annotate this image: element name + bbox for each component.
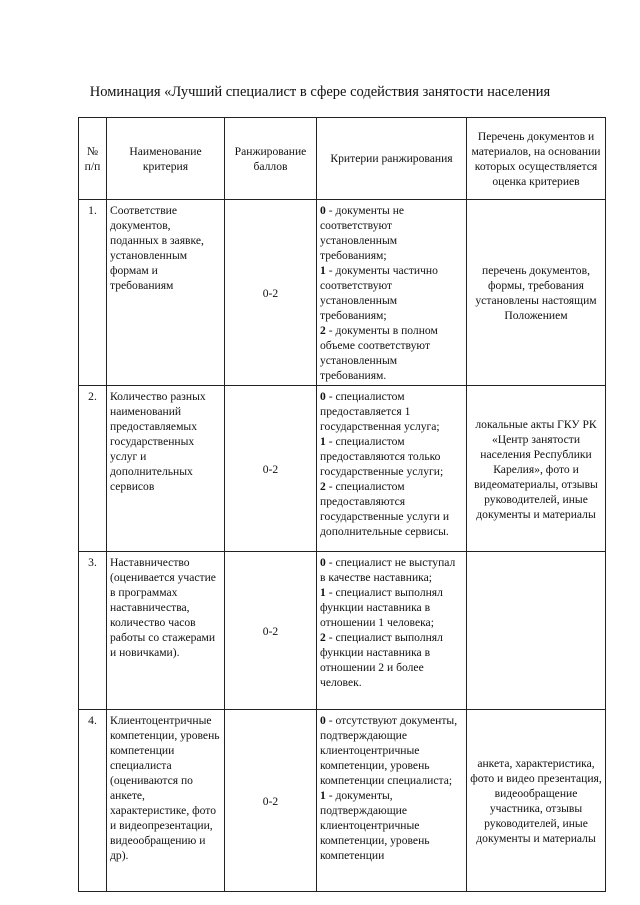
ranking-criteria — [317, 710, 467, 892]
level-number: 0 — [320, 390, 326, 403]
nomination-title: Номинация «Лучший специалист в сфере содействия занятости населения — [89, 84, 551, 100]
table-row — [79, 552, 606, 710]
level-text: - специалист выполнял функции наставника в отношении 2 и более человек. — [320, 631, 443, 689]
level-number: 1 — [320, 264, 326, 277]
level-number: 0 — [320, 556, 326, 569]
criterion-level — [320, 713, 463, 788]
criterion-name: Клиентоцентричные компетенции, уровень компетенции специалиста (оцениваются по анкете, характеристике, фото и видеопрезентации, видеообращению и др). — [107, 710, 225, 892]
header-score: Ранжирование баллов — [225, 118, 317, 200]
level-number: 1 — [320, 789, 326, 802]
table-row — [79, 200, 606, 386]
table-header-row — [79, 118, 606, 200]
level-number: 2 — [320, 631, 326, 644]
level-number: 2 — [320, 480, 326, 493]
criterion-level — [320, 479, 463, 539]
row-num: 3. — [79, 552, 107, 710]
criterion-name: Количество разных наименований предоставляемых государственных услуг и дополнительных сервисов — [107, 386, 225, 552]
ranking-criteria — [317, 200, 467, 386]
level-number: 1 — [320, 435, 326, 448]
score-range: 0-2 — [225, 710, 317, 892]
level-text: - отсутствуют документы, подтверждающие клиентоцентричные компетенции, уровень компетенции специалиста; — [320, 714, 458, 787]
ranking-criteria — [317, 552, 467, 710]
criterion-level — [320, 630, 463, 690]
level-text: - документы, подтверждающие клиентоцентричные компетенции, уровень компетенции — [320, 789, 430, 862]
criterion-level — [320, 555, 463, 585]
table-row — [79, 710, 606, 892]
header-criteria: Критерии ранжирования — [317, 118, 467, 200]
documents-list: перечень документов, формы, требования установлены настоящим Положением — [467, 200, 606, 386]
header-name: Наименование критерия — [107, 118, 225, 200]
table-row — [79, 386, 606, 552]
level-text: - документы не соответствуют установленным требованиям; — [320, 204, 405, 262]
level-text: - специалист выполнял функции наставника в отношении 1 человека; — [320, 586, 443, 629]
criterion-level — [320, 434, 463, 479]
score-range: 0-2 — [225, 200, 317, 386]
criterion-level — [320, 203, 463, 263]
documents-list — [467, 552, 606, 710]
level-number: 2 — [320, 324, 326, 337]
criteria-table — [78, 117, 606, 892]
level-number: 0 — [320, 204, 326, 217]
documents-list: анкета, характеристика, фото и видео презентация, видеообращение участника, отзывы руководителей, иные документы и материалы — [467, 710, 606, 892]
level-text: - специалистом предоставляется 1 государственная услуга; — [320, 390, 440, 433]
row-num: 1. — [79, 200, 107, 386]
criterion-level — [320, 585, 463, 630]
level-text: - специалистом предоставляются государственные услуги и дополнительные сервисы. — [320, 480, 450, 538]
criterion-level — [320, 788, 463, 863]
criterion-level — [320, 323, 463, 383]
criterion-name: Наставничество (оценивается участие в программах наставничества, количество часов работы со стажерами и новичками). — [107, 552, 225, 710]
level-text: - специалист не выступал в качестве наставника; — [320, 556, 456, 584]
header-docs: Перечень документов и материалов, на основании которых осуществляется оценка критериев — [467, 118, 606, 200]
level-text: - документы частично соответствуют установленным требованиям; — [320, 264, 438, 322]
criterion-level — [320, 263, 463, 323]
criterion-level — [320, 389, 463, 434]
level-number: 0 — [320, 714, 326, 727]
row-num: 4. — [79, 710, 107, 892]
level-text: - специалистом предоставляются только государственные услуги; — [320, 435, 444, 478]
header-num: № п/п — [79, 118, 107, 200]
documents-list: локальные акты ГКУ РК «Центр занятости населения Республики Карелия», фото и видеоматериалы, отзывы руководителей, иные документы и материалы — [467, 386, 606, 552]
level-number: 1 — [320, 586, 326, 599]
criterion-name: Соответствие документов, поданных в заявке, установленным формам и требованиям — [107, 200, 225, 386]
level-text: - документы в полном объеме соответствуют установленным требованиям. — [320, 324, 438, 382]
score-range: 0-2 — [225, 552, 317, 710]
score-range: 0-2 — [225, 386, 317, 552]
row-num: 2. — [79, 386, 107, 552]
ranking-criteria — [317, 386, 467, 552]
